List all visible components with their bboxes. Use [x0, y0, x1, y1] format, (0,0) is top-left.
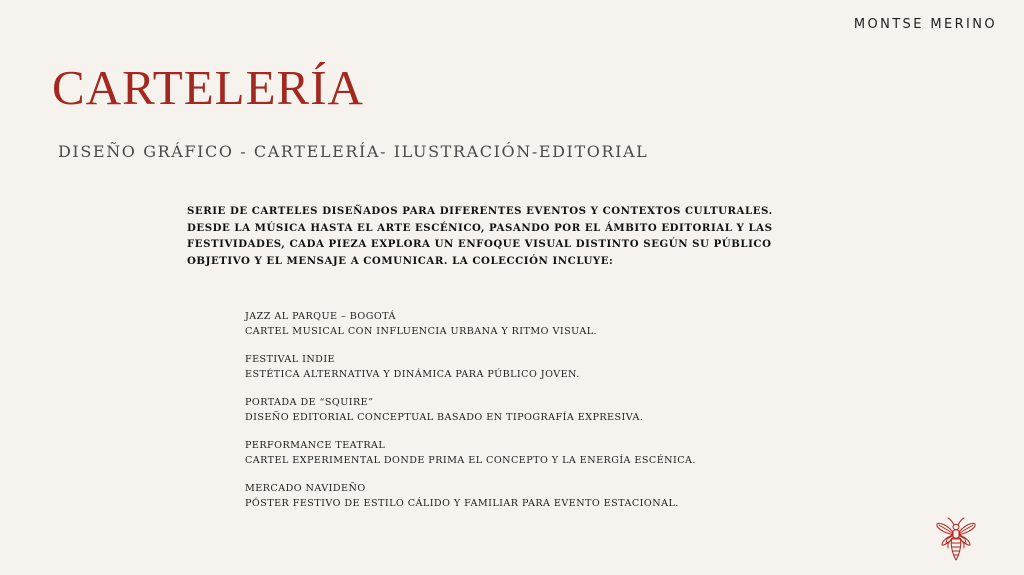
item-description: CARTEL EXPERIMENTAL DONDE PRIMA EL CONCEPTO Y LA ENERGÍA ESCÉNICA. [245, 454, 696, 466]
list-item [245, 482, 845, 511]
item-description: DISEÑO EDITORIAL CONCEPTUAL BASADO EN TIPOGRAFÍA EXPRESIVA. [245, 411, 644, 423]
item-name: FESTIVAL INDIE [245, 354, 336, 365]
list-item [245, 396, 845, 425]
page-subtitle: DISEÑO GRÁFICO - CARTELERÍA- ILUSTRACIÓN-EDITORIAL [58, 142, 649, 161]
list-item [245, 310, 845, 339]
list-item [245, 353, 845, 382]
item-name: JAZZ AL PARQUE – BOGOTÁ [245, 311, 396, 322]
intro-line: FESTIVIDADES, CADA PIEZA EXPLORA UN ENFOQUE VISUAL DISTINTO SEGÚN SU PÚBLICO [187, 238, 772, 250]
brand-name: MONTSE MERINO [853, 17, 997, 32]
item-description: ESTÉTICA ALTERNATIVA Y DINÁMICA PARA PÚBLICO JOVEN. [245, 368, 580, 380]
page-title: CARTELERÍA [52, 60, 364, 115]
poster-list [245, 310, 845, 525]
intro-line: DESDE LA MÚSICA HASTA EL ARTE ESCÉNICO, PASANDO POR EL ÁMBITO EDITORIAL Y LAS [187, 221, 773, 234]
intro-paragraph [187, 203, 847, 269]
list-item [245, 439, 845, 468]
intro-line: SERIE DE CARTELES DISEÑADOS PARA DIFERENTES EVENTOS Y CONTEXTOS CULTURALES. [187, 205, 773, 217]
item-description: CARTEL MUSICAL CON INFLUENCIA URBANA Y RITMO VISUAL. [245, 325, 598, 337]
item-name: MERCADO NAVIDEÑO [245, 483, 366, 494]
item-description: PÓSTER FESTIVO DE ESTILO CÁLIDO Y FAMILIAR PARA EVENTO ESTACIONAL. [245, 497, 679, 509]
item-name: PORTADA DE “SQUIRE” [245, 397, 374, 408]
intro-line: OBJETIVO Y EL MENSAJE A COMUNICAR. LA COLECCIÓN INCLUYE: [187, 254, 614, 267]
item-name: PERFORMANCE TEATRAL [245, 440, 386, 451]
bee-icon [936, 516, 976, 562]
